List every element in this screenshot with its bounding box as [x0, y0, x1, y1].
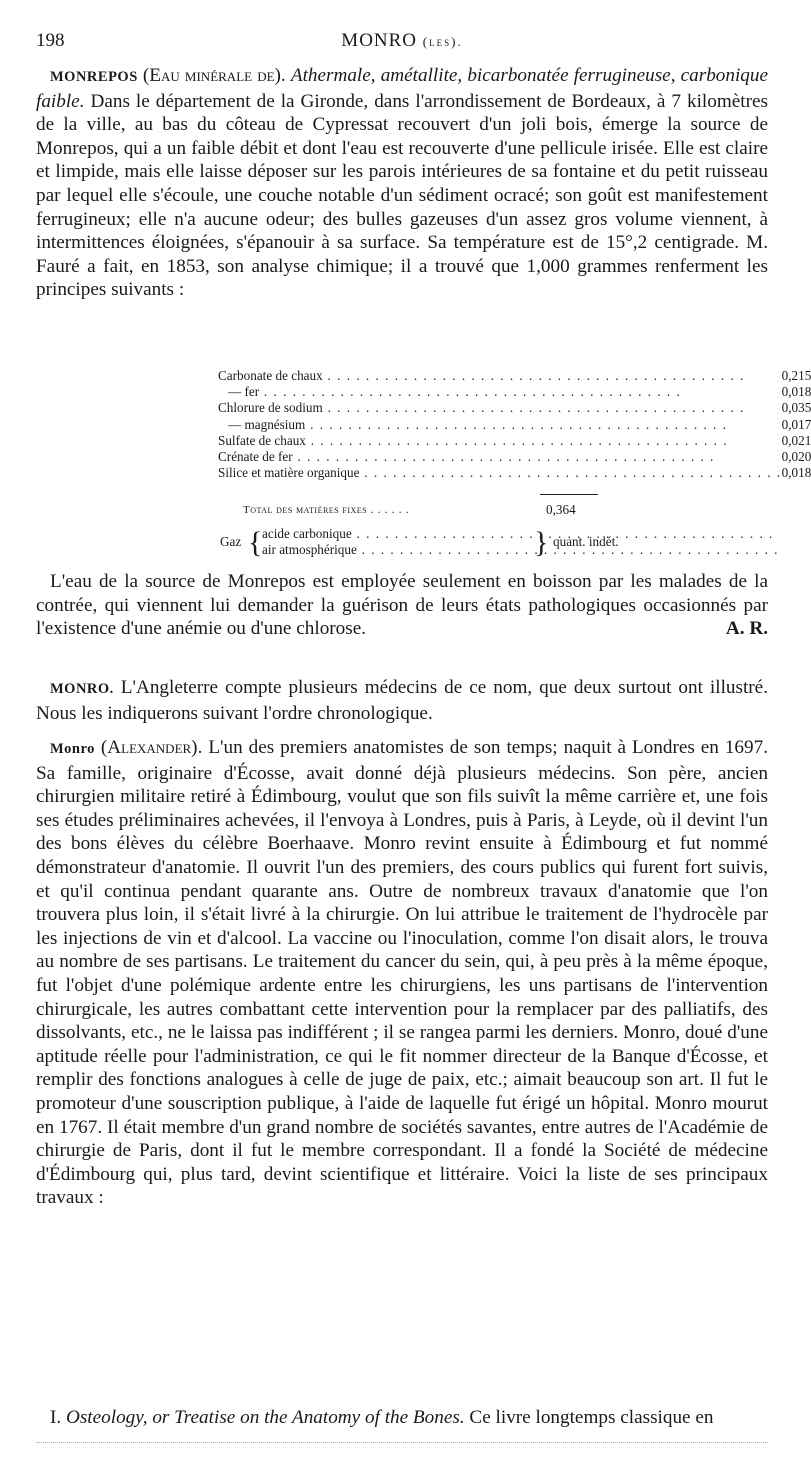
composition-name: Silice et matière organique . . .: [218, 465, 782, 481]
composition-value: 0,021: [781, 432, 811, 448]
gas-2: air atmosphérique . . .: [262, 542, 532, 558]
composition-value: 0,018: [781, 384, 811, 400]
composition-row: [218, 368, 811, 384]
composition-row: [218, 433, 811, 449]
running-title: MONRO (les).: [341, 30, 463, 51]
page-footer-rule: [36, 1442, 768, 1443]
composition-row: [218, 417, 811, 433]
entry-qualifier: (Alexander).: [100, 737, 203, 758]
composition-name: Crénate de fer . . .: [218, 449, 782, 465]
gas-qty: quant. indét.: [553, 534, 619, 549]
entry-monrepos: [36, 64, 768, 302]
work-item: I. Osteology, or Treatise on the Anatomy of the Bones. Ce livre longtemps classique en: [50, 1407, 714, 1428]
composition-value: 0,215: [781, 368, 811, 383]
entry-monro: [36, 676, 768, 725]
total-label: Total des matières fixes . . . . . .: [243, 502, 410, 516]
composition-row: [218, 384, 811, 400]
composition-row: [218, 465, 811, 481]
composition-name: — fer . . .: [218, 384, 782, 400]
works-list: [36, 1406, 768, 1430]
signature: A. R.: [725, 618, 768, 640]
right-brace: }: [534, 526, 549, 559]
composition-name: — magnésium . . .: [218, 417, 782, 433]
entry-headword: MONRO.: [50, 681, 114, 697]
work-note: Ce livre longtemps classique en: [469, 1407, 714, 1428]
gas-label: Gaz: [220, 534, 242, 549]
work-title: Osteology, or Treatise on the Anatomy of the Bones.: [65, 1407, 465, 1428]
composition-value: 0,020: [781, 449, 811, 465]
gas-1: acide carbonique . . .: [262, 526, 532, 542]
composition-name: Sulfate de chaux . . .: [218, 433, 782, 449]
composition-value: 0,018: [781, 465, 811, 481]
entry-body: L'Angleterre compte plusieurs médecins de ce nom, que deux surtout ont illustré. Nous les indiquerons suivant l'ordre chronologique.: [36, 677, 768, 724]
entry-body: L'un des premiers anatomistes de son temps; naquit à Londres en 1697. Sa famille, originaire d'Écosse, avait donné déjà plusieurs médecins. Son père, ancien chirurgien militaire retiré à Édimbourg, voulut que son fils suivît la même carrière et, une fois ses études préliminaires achevées, il l'envoya à Londres, puis à Paris, à Leyde, où il devint l'un des bons élèves du célèbre Boerhaave. Monro revint ensuite à Édimbourg et fut nommé démonstrateur d'anatomie. Il ouvrit l'un des premiers, des cours publics qui furent fort suivis, et qu'il continua pendant quarante ans. Outre de nombreux travaux d'anatomie que l'on trouvera plus loin, il s'était livré à la chirurgie. On lui attribue le traitement de l'hydrocèle par les injections de vin et d'alcool. La vaccine ou l'inoculation, comme l'on disait alors, le trouva au nombre de ses partisans. Le traitement du cancer du sein, qui, à peu près à la même époque, fut l'objet d'une polémique ardente entre les chirurgiens, les uns partisans de l'intervention chirurgicale, les autres combattant cette intervention pour la remplacer par des palliatifs, des dissolvants, etc., ne le laissa pas indifférent ; il se rangea parmi les derniers. Monro, doué d'une aptitude réelle pour l'administration, ce qui le fit nommer directeur de la Banque d'Écosse, et remplir des fonctions analogues à celle de juge de paix, etc.; aimait beaucoup son art. Il fut le promoteur d'une souscription publique, à l'aide de laquelle fut érigé un hôpital. Monro mourut en 1767. Il était membre d'un grand nombre de sociétés savantes, entre autres de l'Académie de chirurgie de Paris, dont il fut le membre correspondant. Il a fondé la Société de médecine d'Édimbourg qui, plus tard, devint scientifique et littéraire. Voici la liste de ses principaux travaux :: [36, 737, 769, 1209]
entry-headword: Monro: [50, 741, 95, 757]
gas-block: [220, 526, 660, 562]
entry-monrepos-usage: L'eau de la source de Monrepos est employée seulement en boisson par les malades de la contrée, qui viennent lui demander la guérison de leurs états pathologiques occasionnés par l'existence d'une anémie ou d'une chlorose. A. R.: [36, 571, 768, 640]
page-number: 198: [36, 30, 65, 51]
entry-body: Dans le département de la Gironde, dans l'arrondissement de Bordeaux, à 7 kilomètres de la ville, au bas du côteau de Cypressat recouvert d'un joli bois, émerge la source de Monrepos, qui a un faible débit et dont l'eau est recouverte d'une pellicule irisée. Elle est claire et limpide, mais elle laisse déposer sur les parois intérieures de sa fontaine et du petit ruisseau par lequel elle s'écoule, une couche notable d'un sédiment ocracé; son goût est manifestement ferrugineux; elle n'a aucune odeur; des bulles gazeuses d'un assez gros volume viennent, à intermittences éloignées, s'épanouir à sa surface. Sa température est de 15°,2 centigrade. M. Fauré a fait, en 1853, son analyse chimique; il a trouvé que 1,000 grammes renferment les principes suivants :: [36, 90, 768, 301]
composition-value: 0,017: [781, 416, 811, 432]
composition-name: Carbonate de chaux . . .: [218, 368, 782, 384]
total-rule: [540, 494, 598, 495]
total-value: 0,364: [546, 502, 576, 517]
entry-qualifier: (Eau minérale de).: [142, 65, 286, 86]
composition-value: 0,035: [781, 400, 811, 416]
composition-table: [218, 368, 811, 481]
entry-monro-alexander: [36, 736, 768, 1210]
composition-name: Chlorure de sodium . . .: [218, 400, 782, 416]
running-title-suffix: (les).: [422, 34, 463, 49]
composition-row: [218, 449, 811, 465]
left-brace: {: [248, 526, 263, 559]
running-header: [36, 30, 768, 58]
entry-headword: MONREPOS: [50, 69, 138, 85]
composition-row: [218, 400, 811, 416]
entry-italic-desc: Athermale, amétallite, bicarbonatée ferrugineuse, carbonique faible.: [36, 65, 769, 112]
